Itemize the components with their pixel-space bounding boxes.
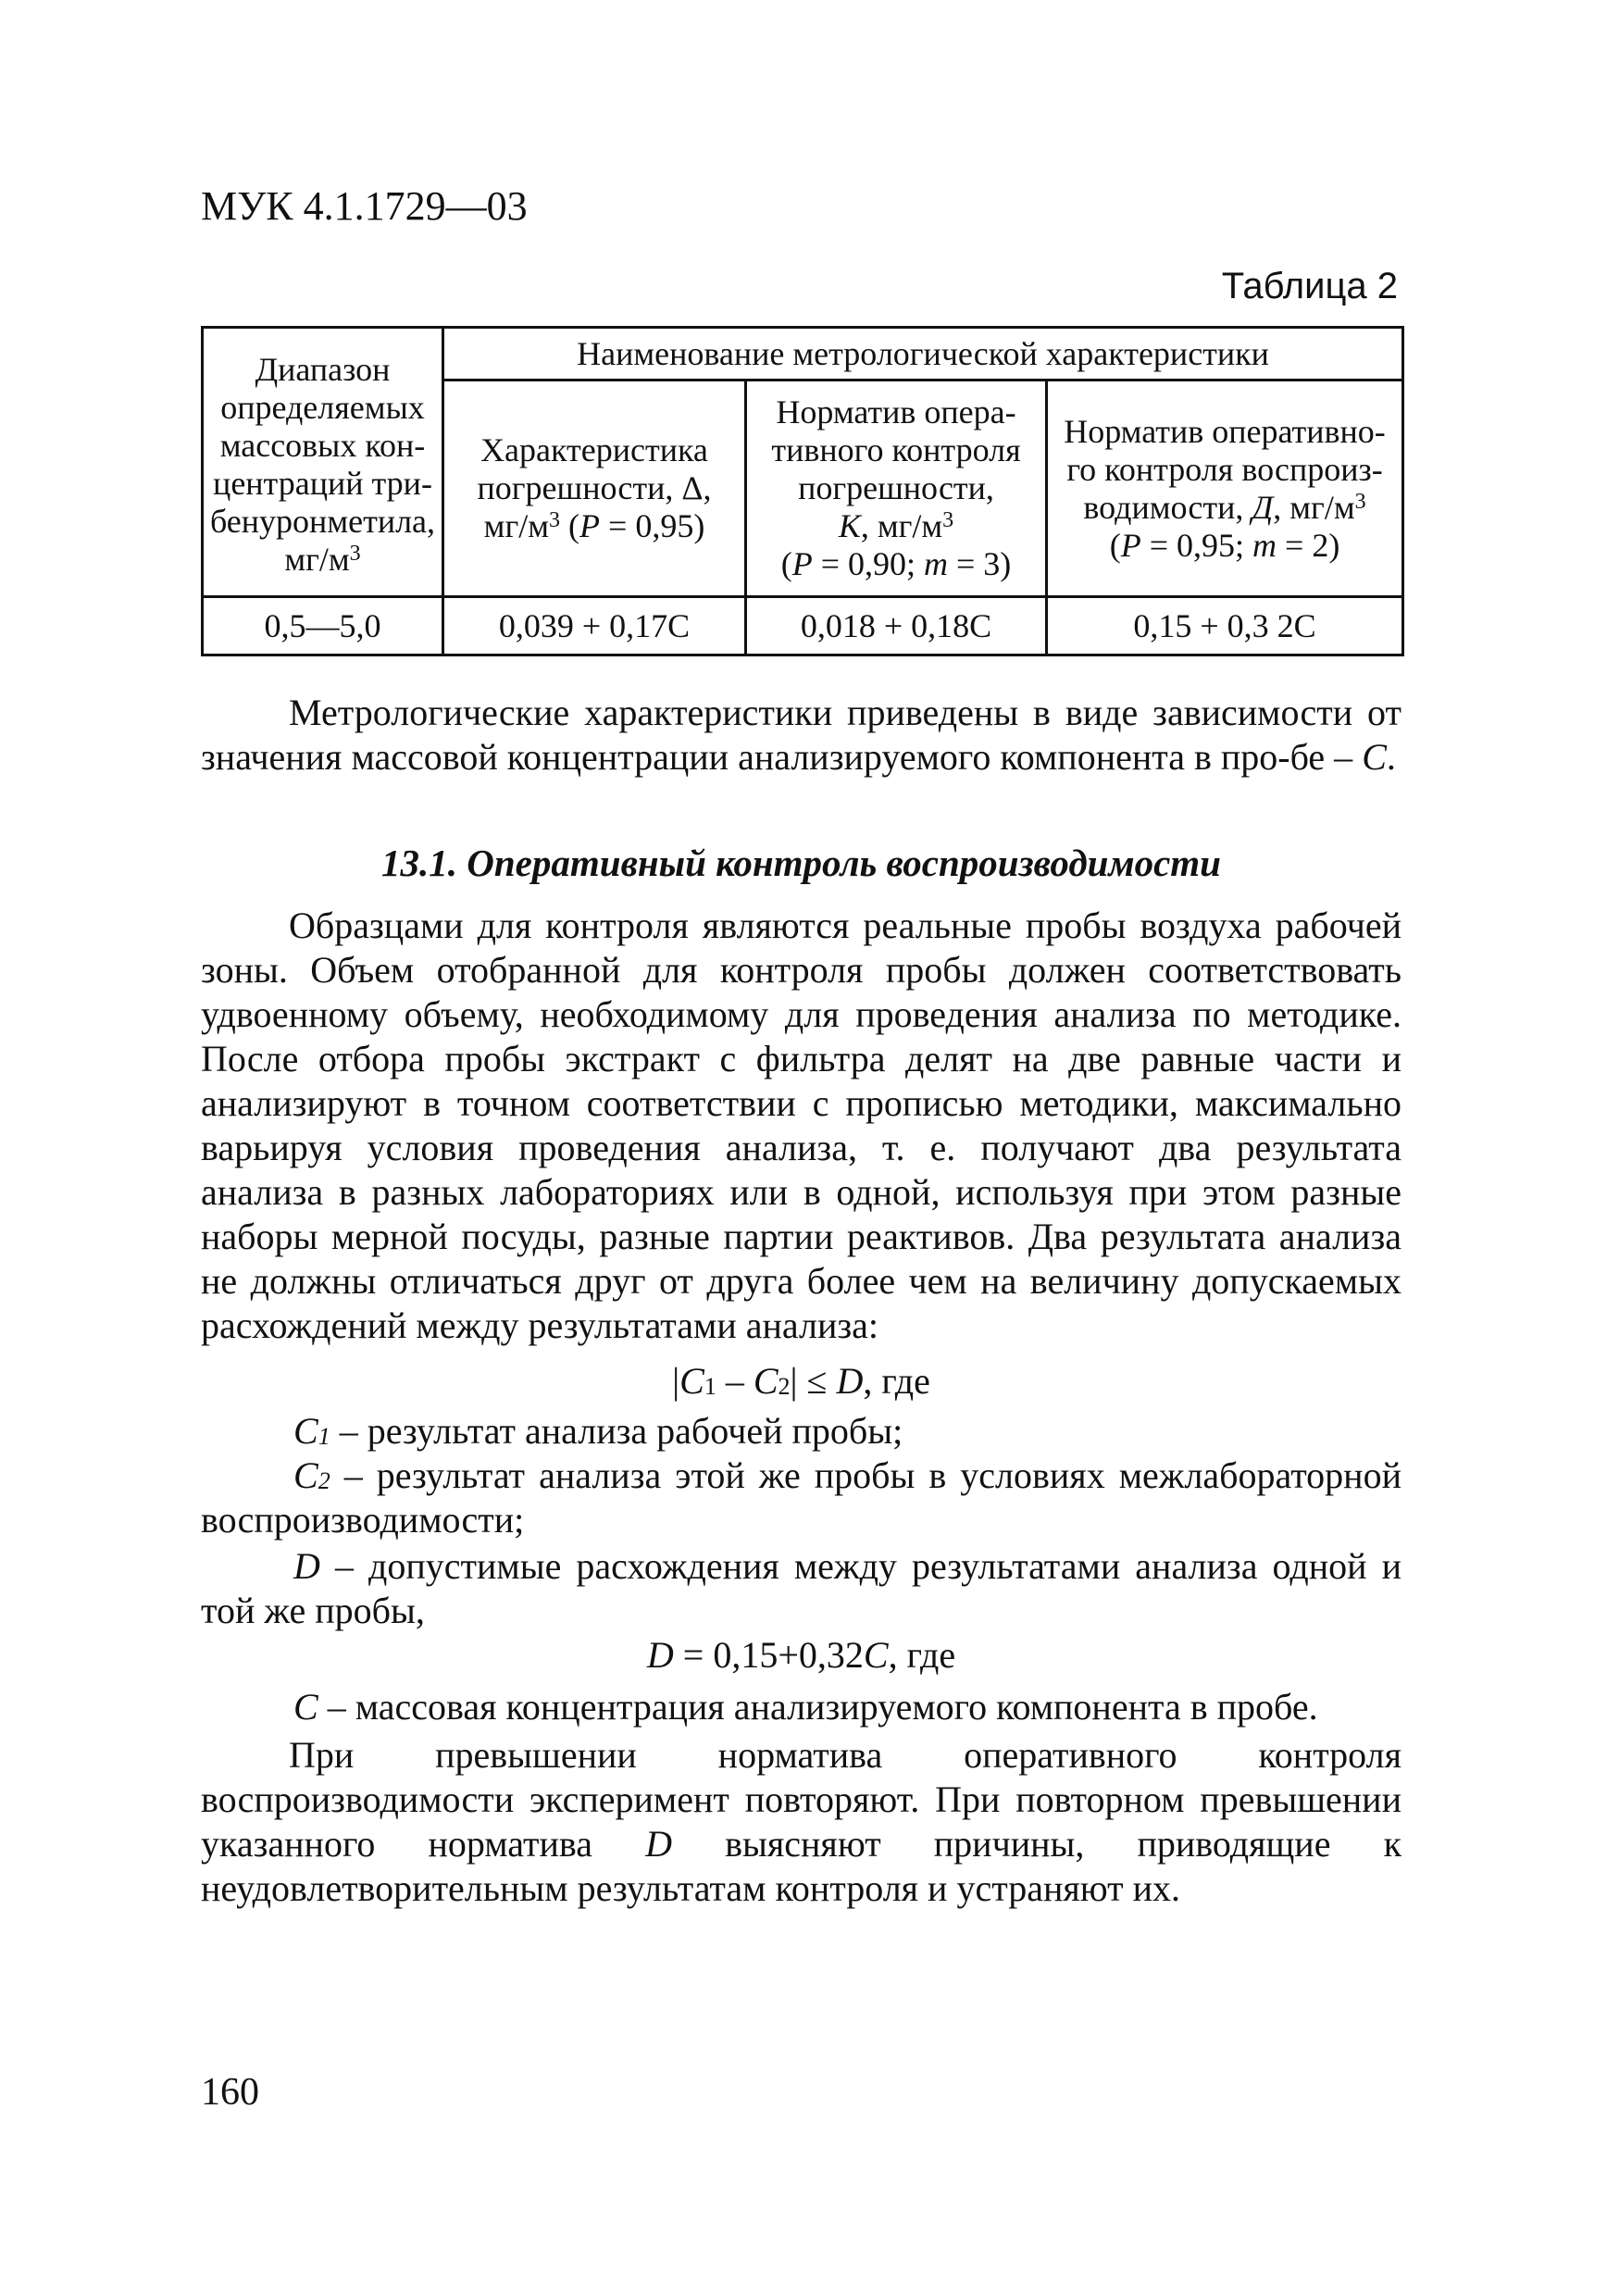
page-number: 160: [201, 2071, 259, 2114]
formula-difference: |C1 – C2| ≤ D, где: [672, 1360, 930, 1402]
definition-c: C – массовая концентрация анализируемого компонента в пробе.: [293, 1686, 1318, 1728]
table-row: [203, 597, 1403, 655]
metrology-table: [201, 326, 1404, 656]
header-error-characteristic: Характеристика погрешности, Δ, $мг/м^3$ (P = 0,95): [443, 381, 746, 597]
header-reproducibility-control-standard: Норматив оперативно- го контроля воспроиз- водимости, Д, $мг/м^3$ (P = 0,95; m = 2): [1047, 381, 1403, 597]
table-caption: Таблица 2: [1221, 266, 1398, 306]
formula-d: D = 0,15+0,32C, где: [646, 1634, 956, 1676]
definition-c1: C1 – результат анализа рабочей пробы;: [293, 1410, 903, 1452]
paragraph-metrology-note: Метрологические характеристики приведены в виде зависимости от значения массовой концентрации анализируемого компонента в про-бе – C.: [201, 692, 1401, 778]
cell-error-control-standard: 0,018 + 0,18C: [746, 597, 1047, 655]
document-code: МУК 4.1.1729—03: [201, 183, 528, 229]
cell-error-characteristic: 0,039 + 0,17C: [443, 597, 746, 655]
cell-range: 0,5—5,0: [203, 597, 443, 655]
paragraph-repeat-control: При превышении норматива оперативного контроля воспроизводимости эксперимент повторяют. При повторном превышении указанного норматива D выясняют причины, приводящие к неудовлетворительным результатам контроля и устраняют их.: [201, 1734, 1402, 1909]
definition-c2: C2 – результат анализа этой же пробы в условиях межлабораторной воспроизводимости;: [201, 1454, 1401, 1541]
paragraph-control-procedure: Образцами для контроля являются реальные пробы воздуха рабочей зоны. Объем отобранной для контроля пробы должен соответствовать удвоенному объему, необходимому для проведения анализа по методике. После отбора пробы экстракт с фильтра делят на две равные части и анализируют в точном соответствии с прописью методики, максимально варьируя условия проведения анализа, т. е. получают два результата анализа в разных лабораториях или в одной, используя при этом разные наборы мерной посуды, разные партии реактивов. Два результата анализа не должны отличаться друг от друга более чем на величину допускаемых расхождений между результатами анализа:: [201, 905, 1401, 1346]
definition-d: D – допустимые расхождения между результатами анализа одной и той же пробы,: [201, 1545, 1401, 1631]
section-heading: 13.1. Оперативный контроль воспроизводимости: [381, 842, 1221, 884]
header-metrology-group: Наименование метрологической характеристики: [443, 328, 1403, 381]
header-concentration-range: Диапазон определяемых массовых кон- центраций три- бенуронметила, $мг/м^3$: [203, 328, 443, 597]
cell-reproducibility-standard: 0,15 + 0,3 2C: [1047, 597, 1403, 655]
header-error-control-standard: Норматив опера- тивного контроля погрешности, K, $мг/м^3$ (P = 0,90; m = 3): [746, 381, 1047, 597]
